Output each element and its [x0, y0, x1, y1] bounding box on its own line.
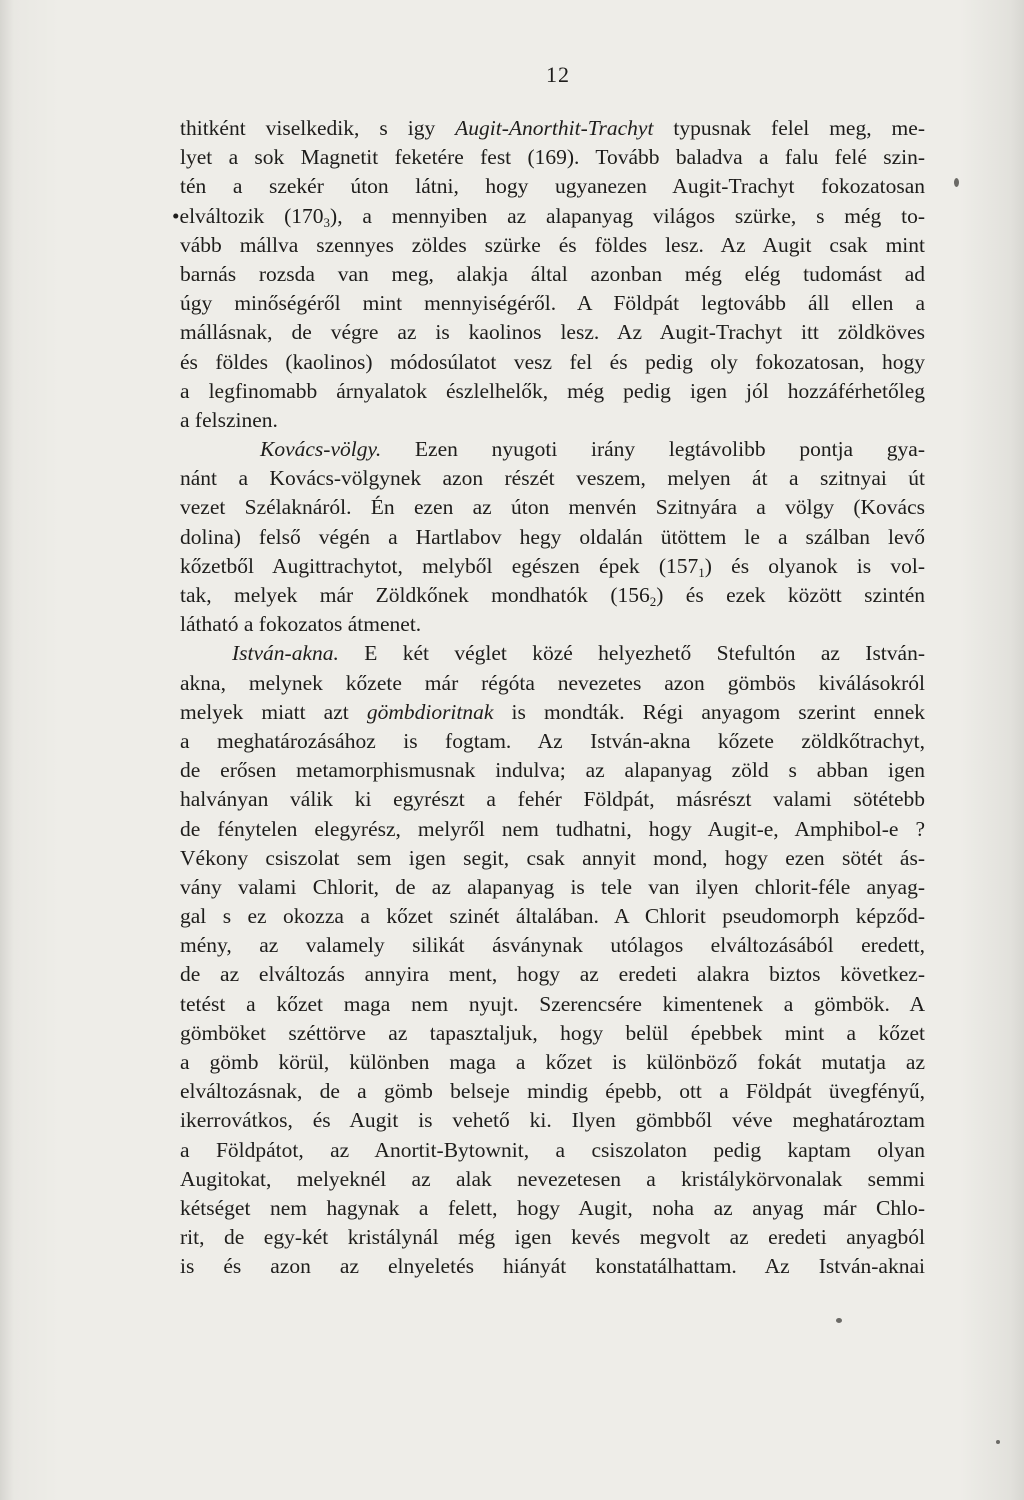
paper-spot — [836, 1318, 842, 1323]
text-segment: Augitokat, melyeknél az alak nevezetesen a kristálykörvonalak semmi — [180, 1166, 925, 1191]
text-line — [180, 231, 925, 260]
text-line — [180, 1077, 925, 1106]
text-line — [180, 581, 925, 610]
text-line — [180, 698, 925, 727]
text-segment: gal s ez okozza a kőzet szinét általában. A Chlorit pseudomorph képződ- — [180, 904, 925, 929]
text-line — [180, 785, 925, 814]
page-number: 12 — [546, 62, 570, 87]
text-line — [180, 1223, 925, 1252]
text-segment: Vékony csiszolat sem igen segit, csak annyit mond, hogy ezen sötét ás- — [180, 845, 925, 870]
text-line — [180, 1194, 925, 1223]
paper-spot — [996, 1440, 1000, 1444]
text-segment: úgy minőségéről mint mennyiségéről. A Földpát legtovább áll ellen a — [180, 291, 925, 316]
text-line — [180, 552, 925, 581]
subscript: 3 — [323, 214, 331, 230]
text-segment: a felszinen. — [180, 407, 278, 432]
italic-text: István-akna. — [232, 641, 339, 666]
text-line — [180, 464, 925, 493]
text-line — [180, 523, 925, 552]
text-line — [180, 435, 925, 464]
text-segment: tak, melyek már Zöldkőnek mondhatók (156 — [180, 583, 650, 607]
text-segment: de erősen metamorphismusnak indulva; az alapanyag zöld s abban igen — [180, 758, 925, 783]
subscript: 1 — [698, 564, 705, 580]
italic-text: gömbdioritnak — [366, 699, 494, 724]
text-line — [180, 1048, 925, 1077]
text-segment: halványan válik ki egyrészt a fehér Földpát, másrészt valami sötétebb — [180, 787, 925, 812]
text-line — [180, 1252, 925, 1281]
text-segment: nánt a Kovács-völgynek azon részét veszem, melyen át a szitnyai út — [180, 466, 925, 491]
text-segment: a meghatározásához is fogtam. Az István-akna kőzete zöldkőtrachyt, — [180, 728, 925, 753]
text-line — [180, 318, 925, 347]
text-segment: ) és ezek között szintén — [656, 583, 925, 607]
text-line — [180, 493, 925, 522]
text-line — [180, 289, 925, 318]
text-segment: elváltozásnak, de a gömb belseje mindig épebb, ott a Földpát üvegfényű, — [180, 1079, 925, 1104]
text-segment: akna, melynek kőzete már régóta nevezetes azon gömbös kiválásokról — [180, 670, 925, 695]
text-segment: typusnak felel meg, me- — [653, 116, 925, 140]
text-segment: is és azon az elnyeletés hiányát konstatálhattam. Az István-aknai — [180, 1254, 925, 1279]
text-segment: dolina) felső végén a Hartlabov hegy oldalán ütöttem le a szálban levő — [180, 524, 925, 549]
text-segment: barnás rozsda van meg, alakja által azonban még elég tudomást ad — [180, 261, 925, 286]
text-line — [180, 756, 925, 785]
text-segment: vezet Szélaknáról. Én ezen az úton menvén Szitnyára a völgy (Kovács — [180, 495, 925, 520]
text-segment: mállásnak, de végre az is kaolinos lesz. Az Augit-Trachyt itt zöldköves — [180, 320, 925, 345]
text-segment: ) és olyanok is vol- — [704, 553, 925, 578]
text-segment: Ezen nyugoti irány legtávolibb pontja gya- — [381, 437, 925, 462]
text-line — [180, 1136, 925, 1165]
text-segment: kétséget nem hagynak a felett, hogy Augit, noha az anyag már Chlo- — [180, 1195, 925, 1220]
text-segment: gömböket széttörve az tapasztaljuk, hogy belül épebbek mint a kőzet — [180, 1020, 925, 1045]
text-line — [180, 406, 925, 435]
text-line — [172, 202, 925, 231]
text-line — [180, 172, 925, 201]
text-line — [180, 931, 925, 960]
text-segment: látható a fokozatos átmenet. — [180, 612, 422, 637]
text-segment: is mondták. Régi anyagom szerint ennek — [493, 699, 925, 724]
text-segment: vább mállva szennyes zöldes szürke és földes lesz. Az Augit csak mint — [180, 232, 925, 257]
text-segment: vány valami Chlorit, de az alapanyag is tele van ilyen chlorit-féle anyag- — [180, 874, 925, 899]
text-line — [180, 902, 925, 931]
text-line — [180, 143, 925, 172]
text-segment: lyet a sok Magnetit feketére fest (169). Tovább baladva a falu felé szin- — [180, 145, 925, 170]
text-segment: a Földpátot, az Anortit-Bytownit, a csiszolaton pedig kaptam olyan — [180, 1137, 925, 1162]
text-line — [180, 727, 925, 756]
body-text — [172, 114, 926, 1282]
subscript: 2 — [649, 594, 657, 609]
text-segment: •elváltozik (170 — [172, 203, 324, 228]
text-line — [180, 844, 925, 873]
text-line — [180, 1019, 925, 1048]
text-line — [180, 377, 925, 406]
text-segment: de fénytelen elegyrész, melyről nem tudhatni, hogy Augit-e, Amphibol-e ? — [180, 816, 925, 841]
text-segment: a gömb körül, különben maga a kőzet is különböző fokát mutatja az — [180, 1050, 925, 1074]
text-segment: a legfinomabb árnyalatok észlelhelők, még pedig igen jól hozzáférhetőleg — [180, 378, 925, 403]
text-line — [180, 639, 925, 668]
text-segment: thitként viselkedik, s igy — [180, 116, 456, 140]
text-segment: ikerrovátkos, és Augit is vehető ki. Ilyen gömbből véve meghatároztam — [180, 1108, 925, 1133]
text-segment: mény, az valamely silikát ásványnak utólagos elváltozásából eredett, — [180, 933, 925, 958]
text-segment: rit, de egy-két kristálynál még igen kevés megvolt az eredeti anyagból — [180, 1225, 925, 1250]
text-line — [180, 348, 925, 377]
text-line — [180, 114, 925, 143]
text-line — [180, 669, 925, 698]
text-segment: tetést a kőzet maga nem nyujt. Szerencsére kimentenek a gömbök. A — [180, 991, 925, 1016]
text-segment: melyek miatt azt — [180, 699, 367, 724]
text-line — [180, 260, 925, 289]
text-line — [180, 610, 925, 639]
text-segment: ), a mennyiben az alapanyag világos szürke, s még to- — [330, 203, 926, 228]
italic-text: Augit-Anorthit-Trachyt — [455, 116, 654, 140]
paper-spot — [954, 178, 959, 187]
text-line — [180, 815, 925, 844]
text-line — [180, 960, 925, 989]
text-line — [180, 990, 925, 1019]
text-segment: tén a szekér úton látni, hogy ugyanezen Augit-Trachyt fokozatosan — [180, 174, 925, 199]
italic-text: Kovács-völgy. — [260, 437, 382, 462]
text-line — [180, 873, 925, 902]
text-segment: de az elváltozás annyira ment, hogy az eredeti alakra biztos következ- — [180, 962, 925, 987]
text-line — [180, 1106, 925, 1135]
text-line — [180, 1165, 925, 1194]
text-segment: és földes (kaolinos) módosúlatot vesz fel és pedig oly fokozatosan, hogy — [180, 349, 925, 374]
text-segment: kőzetből Augittrachytot, melyből egészen épek (157 — [180, 553, 699, 578]
text-segment: E két véglet közé helyezhető Stefultón az István- — [338, 641, 925, 666]
